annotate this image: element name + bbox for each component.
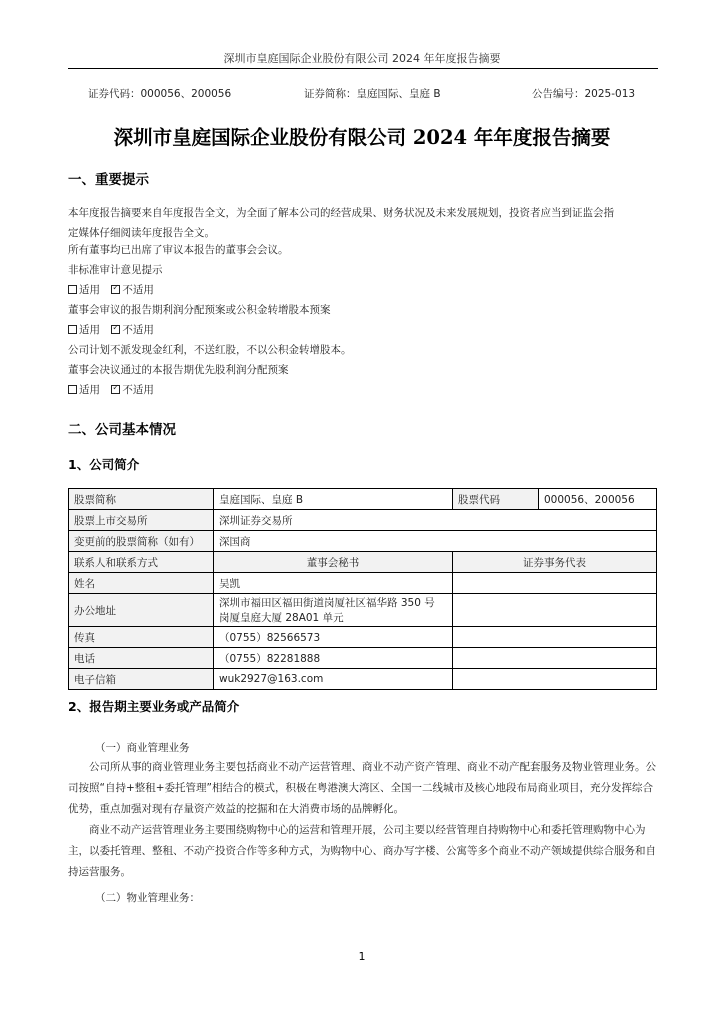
applicable-checkbox[interactable] [68,325,77,334]
dividend-plan: 公司计划不派发现金红利，不送红股，不以公积金转增股本。 [68,344,352,356]
board-attendance: 所有董事均已出席了审议本报告的董事会会议。 [68,244,289,256]
commercial-management-heading: （一）商业管理业务 [95,742,190,754]
not-applicable-label: 不适用 [122,284,154,296]
applicable-checkbox[interactable] [68,285,77,294]
address-label: 办公地址 [69,594,214,627]
table-row [69,648,657,669]
property-management-heading: （二）物业管理业务： [95,892,200,904]
not-applicable-checkbox[interactable] [111,325,120,334]
page-number: 1 [358,950,366,963]
table-row [69,594,657,627]
fax-label: 传真 [69,627,214,648]
rep-fax-value [453,627,657,648]
address-line-2: 岗厦皇庭大厦 28A01 单元 [219,612,344,624]
stock-abbreviation: 证券简称：皇庭国际、皇庭 B [304,88,441,100]
secretary-header: 董事会秘书 [214,552,453,573]
table-row [69,489,657,510]
stock-code-label: 股票代码 [453,489,539,510]
not-applicable-checkbox[interactable] [111,285,120,294]
name-label: 姓名 [69,573,214,594]
intro-line-1: 本年度报告摘要来自年度报告全文，为全面了解本公司的经营成果、财务状况及未来发展规划，投资者应当到证监会指 [68,207,614,219]
not-applicable-checkbox[interactable] [111,385,120,394]
applicable-label: 适用 [79,384,100,396]
section-company-basics-heading: 二、公司基本情况 [68,422,176,438]
not-applicable-label: 不适用 [122,324,154,336]
applicable-checkbox[interactable] [68,385,77,394]
fax-value: （0755）82566573 [214,627,453,648]
applicable-label: 适用 [79,284,100,296]
header-rule [68,68,658,69]
not-applicable-label: 不适用 [122,384,154,396]
table-row [69,573,657,594]
intro-line-2: 定媒体仔细阅读年度报告全文。 [68,227,215,239]
rep-header: 证券事务代表 [453,552,657,573]
profit-plan-options [68,322,154,337]
table-row [69,510,657,531]
audit-opinion-options [68,282,154,297]
company-profile-heading: 1、公司简介 [68,457,140,472]
stock-code: 证券代码：000056、200056 [88,88,232,100]
table-row [69,669,657,690]
exchange-value: 深圳证券交易所 [214,510,657,531]
company-profile-table [68,488,657,690]
phone-value: （0755）82281888 [214,648,453,669]
rep-email-value [453,669,657,690]
running-header: 深圳市皇庭国际企业股份有限公司 2024 年年度报告摘要 [223,52,501,65]
section-important-notes-heading: 一、重要提示 [68,172,149,188]
commercial-management-paragraph-2: 商业不动产运营管理业务主要围绕购物中心的运营和管理开展，公司主要以经营管理自持购物中心和委托管理购物中心为主，以委托管理、整租、不动产投资合作等多种方式，为购物中心、商办写字楼、公寓等多个商业不动产领域提供综合服务和自持运营服务。 [68,824,656,878]
former-abbr-label: 变更前的股票简称（如有） [69,531,214,552]
address-value [214,594,453,627]
table-row [69,627,657,648]
stock-code-value: 000056、200056 [539,489,657,510]
phone-label: 电话 [69,648,214,669]
business-intro-heading: 2、报告期主要业务或产品简介 [68,699,240,714]
contact-label: 联系人和联系方式 [69,552,214,573]
preferred-dividend-options [68,382,154,397]
rep-phone-value [453,648,657,669]
audit-opinion-label: 非标准审计意见提示 [68,264,163,276]
rep-address-value [453,594,657,627]
profit-plan-label: 董事会审议的报告期利润分配预案或公积金转增股本预案 [68,304,331,316]
applicable-label: 适用 [79,324,100,336]
table-row [69,531,657,552]
rep-name-value [453,573,657,594]
notice-number: 公告编号：2025-013 [532,88,636,100]
preferred-dividend-label: 董事会决议通过的本报告期优先股利润分配预案 [68,364,289,376]
former-abbr-value: 深国商 [214,531,657,552]
commercial-management-paragraph-1: 公司所从事的商业管理业务主要包括商业不动产运营管理、商业不动产资产管理、商业不动产配套服务及物业管理业务。公司按照“自持+整租+委托管理”相结合的模式，积极在粤港澳大湾区、全国一二线城市及核心地段布局商业项目，充分发挥综合优势，重点加强对现有存量资产效益的挖掘和在大消费市场的品牌孵化。 [68,761,656,815]
table-row [69,552,657,573]
stock-abbr-value: 皇庭国际、皇庭 B [214,489,453,510]
email-label: 电子信箱 [69,669,214,690]
name-value: 吴凯 [214,573,453,594]
stock-abbr-label: 股票简称 [69,489,214,510]
exchange-label: 股票上市交易所 [69,510,214,531]
email-value: wuk2927@163.com [214,669,453,690]
document-title: 深圳市皇庭国际企业股份有限公司 2024 年年度报告摘要 [113,126,611,149]
address-line-1: 深圳市福田区福田街道岗厦社区福华路 350 号 [219,597,435,609]
